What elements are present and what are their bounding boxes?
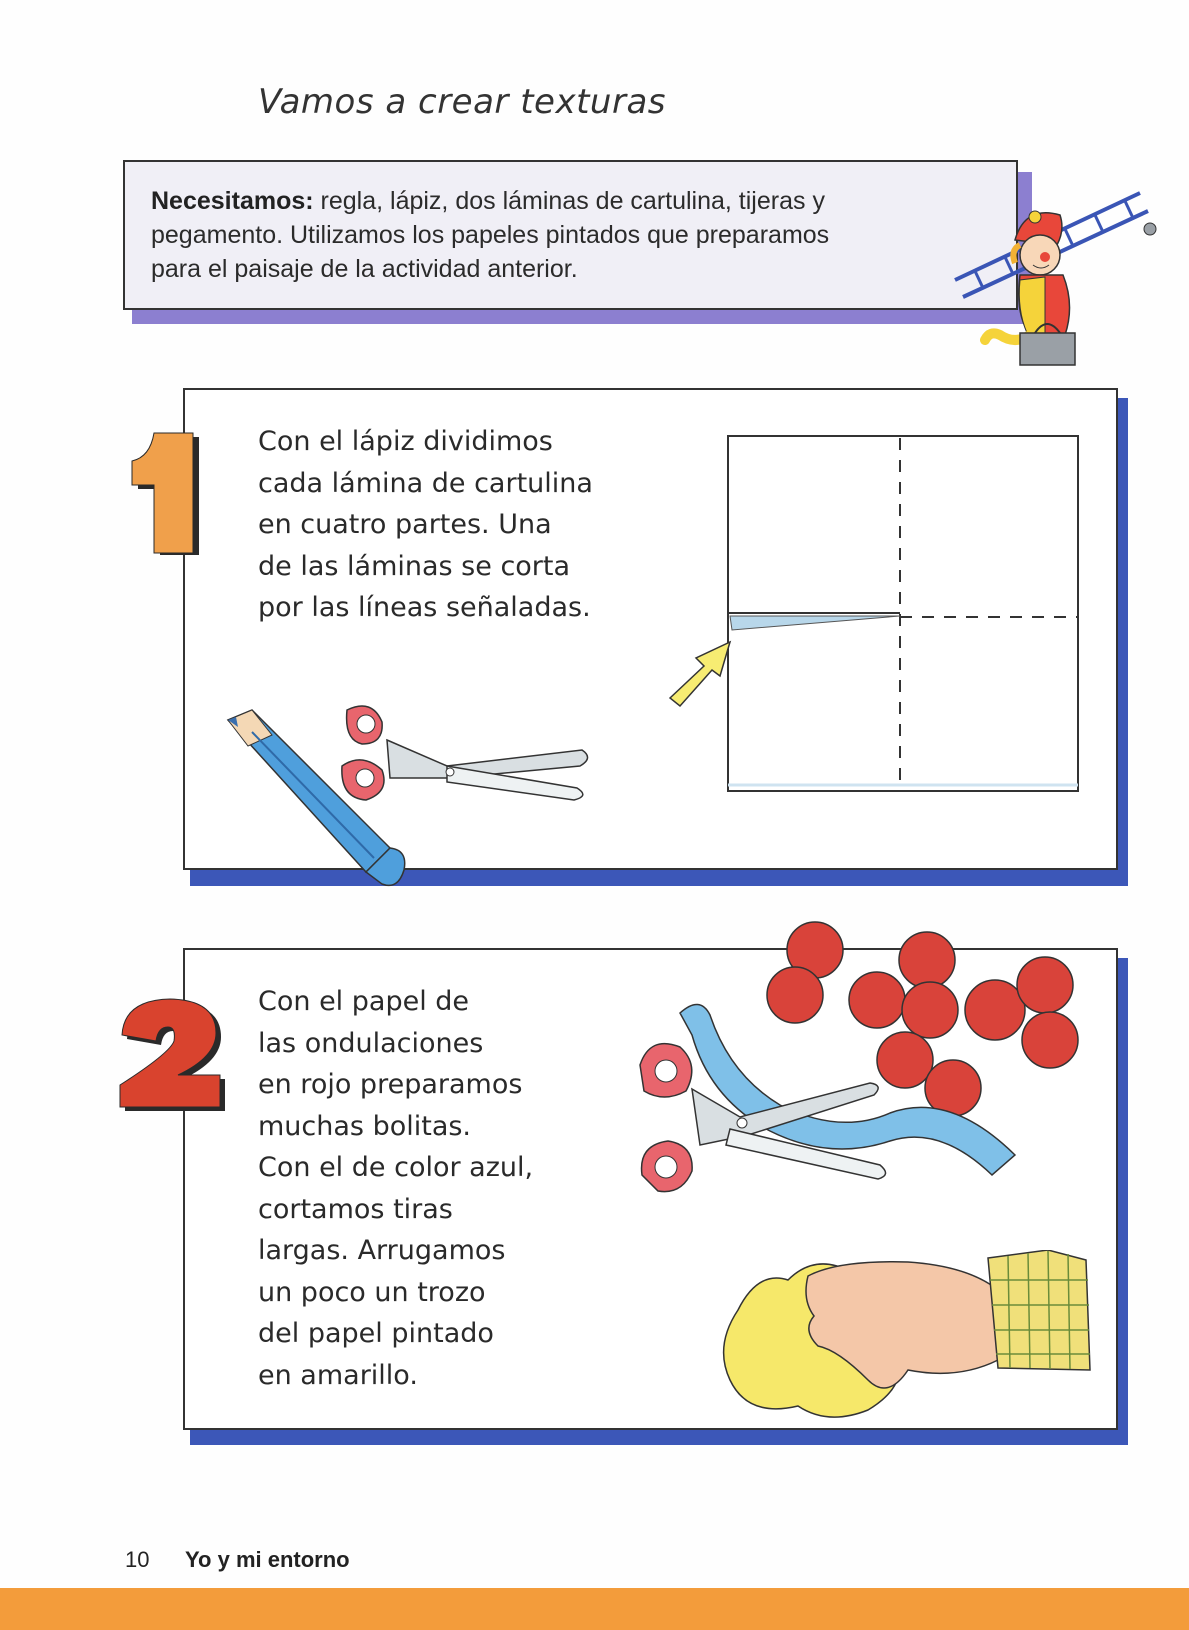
- step-2-line: un poco un trozo: [258, 1276, 486, 1308]
- step-2-line: en rojo preparamos: [258, 1069, 523, 1100]
- step-2-line: las ondulaciones: [258, 1027, 484, 1059]
- scissors-blue-strip-illustration: [630, 995, 1050, 1235]
- step-2-line: muchas bolitas.: [258, 1110, 472, 1142]
- materials-line-1: [151, 184, 990, 218]
- step-2-line: Con el papel de: [258, 986, 470, 1017]
- book-title: Yo y mi entorno: [185, 1547, 350, 1572]
- step-1-text: [258, 421, 593, 629]
- step-1-number-graphic: [118, 425, 208, 555]
- hand-crumpling-paper-illustration: [718, 1250, 1098, 1425]
- footer-bar: [0, 1588, 1189, 1630]
- page-number: 10: [125, 1547, 150, 1572]
- page-title: Vamos a crear texturas: [258, 82, 666, 122]
- materials-line-3: para el paisaje de la actividad anterior.: [151, 255, 578, 283]
- step-1-line: de las láminas se corta: [258, 550, 571, 582]
- step-1-line: Con el lápiz dividimos: [258, 426, 553, 457]
- step-2-line: del papel pintado: [258, 1318, 494, 1349]
- step-1-line: cada lámina de cartulina: [258, 467, 593, 499]
- step-2-line: cortamos tiras: [258, 1193, 453, 1225]
- step-2-text: [258, 981, 533, 1396]
- step-2-line: largas. Arrugamos: [258, 1235, 506, 1266]
- materials-text-1: regla, lápiz, dos láminas de cartulina, tijeras y: [320, 187, 825, 215]
- step-2-line: Con el de color azul,: [258, 1152, 534, 1183]
- clown-mascot-illustration: [945, 185, 1160, 385]
- materials-line-2: pegamento. Utilizamos los papeles pintados que preparamos: [151, 221, 830, 249]
- step-2-number-graphic: [112, 995, 230, 1115]
- divided-cardboard-illustration: [660, 430, 1090, 800]
- materials-lead: Necesitamos:: [151, 187, 314, 215]
- step-1-line: por las líneas señaladas.: [258, 592, 591, 623]
- materials-box: [123, 160, 1018, 310]
- step-2-line: en amarillo.: [258, 1359, 418, 1391]
- pencil-and-scissors-illustration: [222, 700, 622, 905]
- step-1-line: en cuatro partes. Una: [258, 509, 552, 540]
